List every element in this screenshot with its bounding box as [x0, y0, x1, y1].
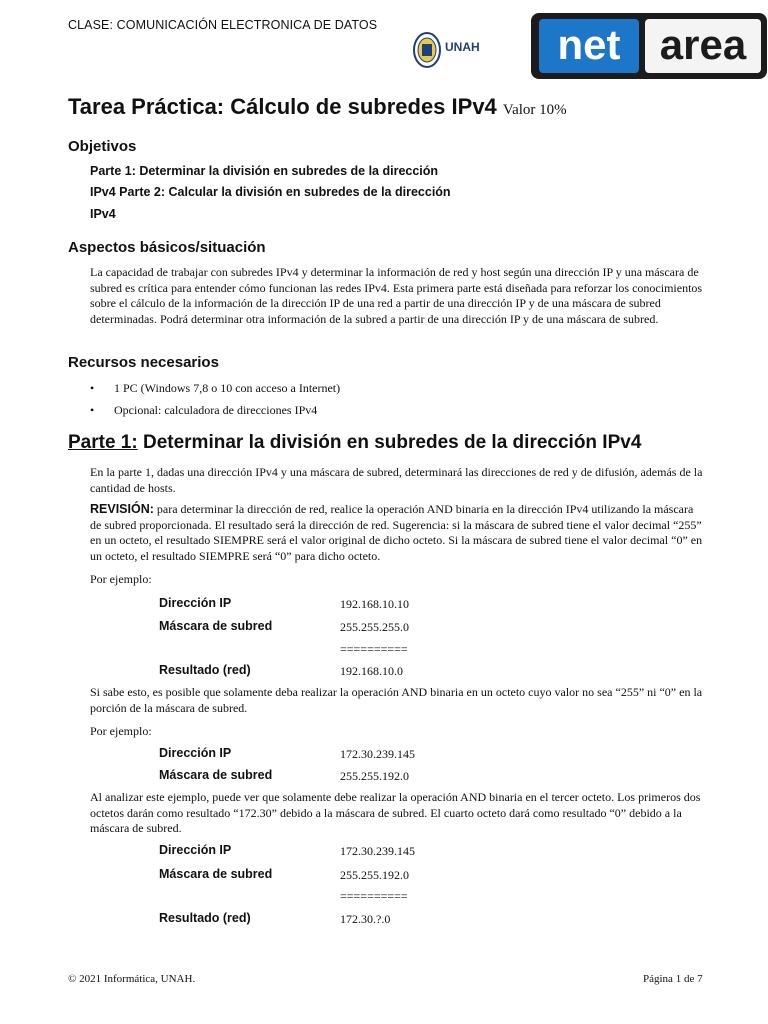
list-item-text: Opcional: calculadora de direcciones IPv4 [114, 403, 318, 417]
list-item [90, 381, 340, 396]
footer-page-number: Página 1 de 7 [643, 973, 703, 985]
ex3-result-value: 172.30.?.0 [340, 912, 391, 926]
ex2-ip-value: 172.30.239.145 [340, 747, 415, 761]
note-2: Al analizar este ejemplo, puede ver que solamente debe realizar la operación AND binaria en el tercer octeto. Los primeros dos octetos darán como resultado “172.30” debido a la máscara de subred. El cuarto octeto dará como resultado “0” debido a la máscara de subred. [90, 790, 701, 835]
ex2-mask-value: 255.255.192.0 [340, 769, 409, 783]
recursos-heading: Recursos necesarios [68, 354, 219, 371]
revision-label: REVISIÓN: [90, 502, 154, 516]
ex1-result-label: Resultado (red) [159, 663, 251, 677]
list-item [90, 403, 317, 418]
footer-copyright: © 2021 Informática, UNAH. [68, 973, 196, 985]
por-ejemplo: Por ejemplo: [90, 724, 152, 738]
netarea-logo-area: area [645, 19, 761, 73]
ex3-ip-label: Dirección IP [159, 843, 232, 857]
objetivo-line: IPv4 Parte 2: Calcular la división en subredes de la dirección [90, 185, 451, 199]
page-title [68, 94, 567, 120]
page-title-main: Tarea Práctica: Cálculo de subredes IPv4 [68, 94, 497, 119]
parte1-label: Parte 1: [68, 432, 138, 453]
ex3-result-label: Resultado (red) [159, 911, 251, 925]
ex3-mask-value: 255.255.192.0 [340, 868, 409, 882]
page-title-valor: Valor 10% [502, 102, 567, 118]
ex3-ip-value: 172.30.239.145 [340, 844, 415, 858]
note-1: Si sabe esto, es posible que solamente deba realizar la operación AND binaria en un octeto cuyo valor no sea “255” ni “0” en la porción de la máscara de subred. [90, 685, 703, 715]
ex1-mask-label: Máscara de subred [159, 619, 273, 633]
ex2-mask-label: Máscara de subred [159, 768, 273, 782]
bullet-icon: • [90, 381, 95, 395]
ex3-separator: ========== [340, 889, 408, 903]
parte1-intro: En la parte 1, dadas una dirección IPv4 y una máscara de subred, determinará las direcciones de red y de difusión, además de la cantidad de hosts. [90, 465, 703, 495]
parte1-heading [68, 432, 641, 454]
list-item-text: 1 PC (Windows 7,8 o 10 con acceso a Internet) [114, 381, 341, 395]
ex1-ip-label: Dirección IP [159, 596, 232, 610]
netarea-logo-net: net [539, 19, 639, 73]
aspectos-paragraph: La capacidad de trabajar con subredes IPv4 y determinar la información de red y host según una dirección IP y una máscara de subred es crítica para entender cómo funcionan las redes IPv4. Esta primera parte está diseñada para reforzar los conocimientos sobre el cálculo de la información de la dirección IP de una red a partir de una dirección IP y de una máscara de subred determinadas. Podrá determinar otra información de la subred a partir de una dirección IP y de una máscara de subred. [90, 265, 703, 326]
parte1-revision [90, 502, 705, 564]
parte1-title: Determinar la división en subredes de la dirección IPv4 [137, 432, 642, 453]
aspectos-heading: Aspectos básicos/situación [68, 239, 266, 256]
header-class-label: CLASE: COMUNICACIÓN ELECTRONICA DE DATOS [68, 18, 378, 32]
ex1-result-value: 192.168.10.0 [340, 664, 403, 678]
ex1-separator: ========== [340, 642, 408, 656]
objetivos-heading: Objetivos [68, 138, 137, 155]
bullet-icon: • [90, 403, 95, 417]
objetivo-line: IPv4 [90, 207, 116, 221]
ex3-mask-label: Máscara de subred [159, 867, 273, 881]
netarea-logo [531, 13, 767, 79]
ex1-mask-value: 255.255.255.0 [340, 620, 409, 634]
por-ejemplo: Por ejemplo: [90, 572, 152, 586]
unah-logo-text: UNAH [445, 40, 480, 54]
revision-text: para determinar la dirección de red, realice la operación AND binaria en la dirección IPv4 utilizando la máscara de subred proporcionada. El resultado será la dirección de red. Sugerencia: si la máscara de subred tiene el valor decimal “255” en un octeto, el resultado SIEMPRE será el valor original de dicho octeto. Si la máscara de subred tiene el valor decimal “0” en un octeto, el resultado SIEMPRE será “0” para dicho octeto. [90, 502, 703, 563]
objetivo-line: Parte 1: Determinar la división en subredes de la dirección [90, 164, 439, 178]
ex2-ip-label: Dirección IP [159, 746, 232, 760]
ex1-ip-value: 192.168.10.10 [340, 597, 409, 611]
unah-seal-icon [412, 30, 442, 70]
